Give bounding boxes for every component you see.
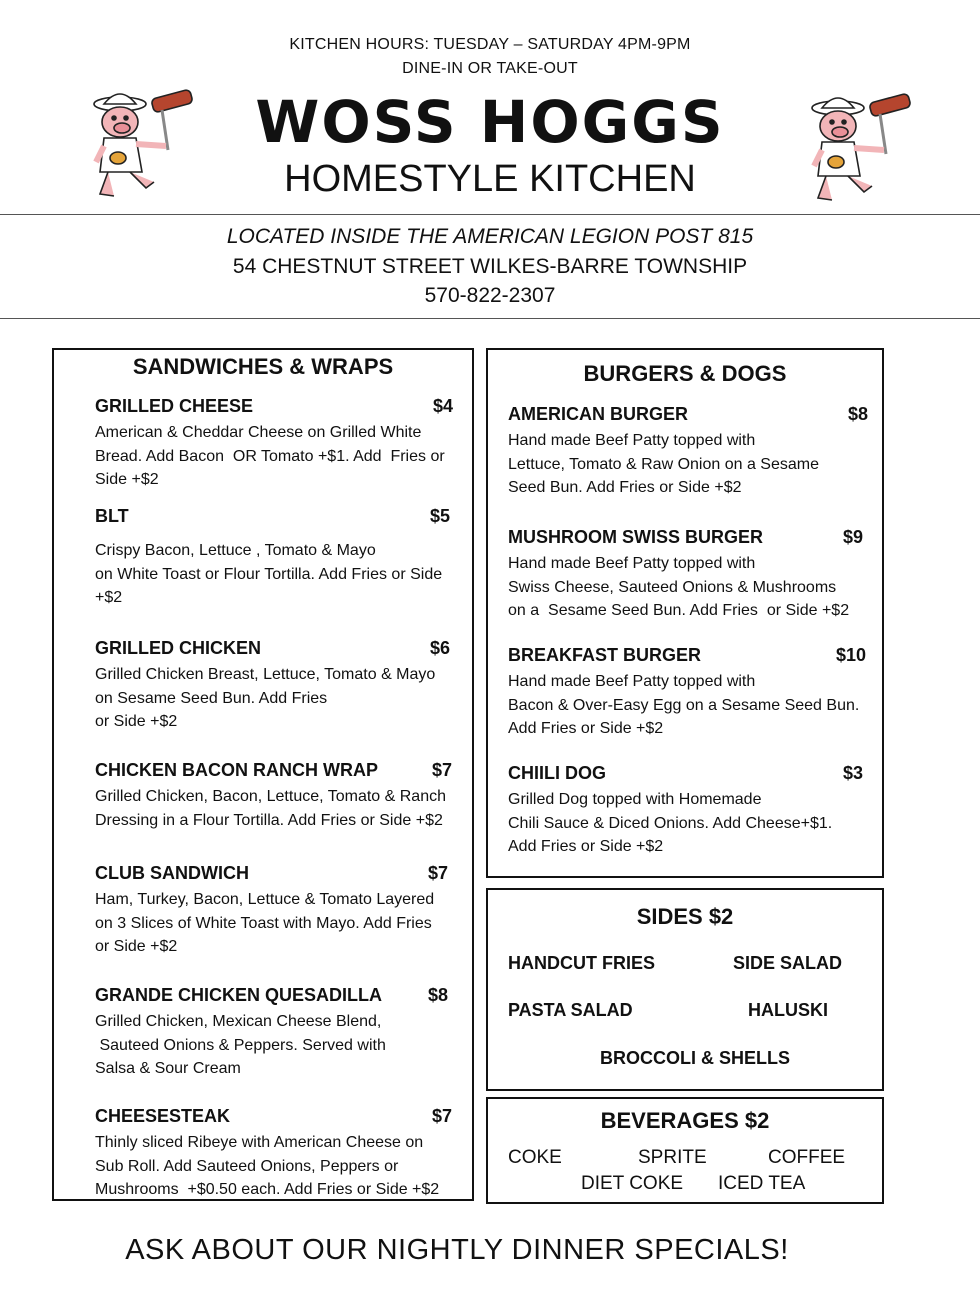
menu-item [95, 1106, 465, 1202]
description-line: Hand made Beef Patty topped with [508, 555, 756, 572]
pig-chef-mascot-icon [808, 92, 918, 212]
section-title: SANDWICHES & WRAPS [132, 354, 394, 379]
description-line: American & Cheddar Cheese on Grilled White [95, 424, 422, 441]
description-line: Bread. Add Bacon OR Tomato +$1. Add Fries or [95, 447, 445, 465]
menu-item [95, 638, 465, 734]
beverage-item: ICED TEA [718, 1173, 806, 1194]
menu-item [508, 645, 873, 741]
menu-item-name: BREAKFAST BURGER [508, 645, 702, 665]
description-line: or Side +$2 [95, 713, 178, 730]
menu-item-price: $8 [848, 404, 869, 424]
menu-item [95, 985, 465, 1081]
description-line: Grilled Chicken, Mexican Cheese Blend, [95, 1013, 382, 1030]
description-line: Add Fries or Side +$2 [508, 720, 664, 737]
menu-item-name: GRILLED CHEESE [95, 396, 254, 416]
description-line: Chili Sauce & Diced Onions. Add Cheese+$1. [508, 814, 833, 832]
menu-item-price: $7 [432, 1106, 453, 1126]
dinner-specials-footer: ASK ABOUT OUR NIGHTLY DINNER SPECIALS! [125, 1234, 789, 1266]
menu-item [95, 760, 465, 832]
description-line: on Sesame Seed Bun. Add Fries [95, 689, 328, 707]
menu-item-price: $8 [428, 985, 449, 1005]
menu-item-description [508, 670, 873, 741]
beverage-item: COFFEE [768, 1147, 846, 1168]
location-divider [0, 318, 980, 319]
menu-item-description [508, 788, 873, 859]
address-line: 54 CHESTNUT STREET WILKES-BARRE TOWNSHIP [232, 255, 748, 278]
description-line: Thinly sliced Ribeye with American Cheese on [95, 1134, 424, 1151]
description-line: Lettuce, Tomato & Raw Onion on a Sesame [508, 455, 819, 473]
menu-item-description [95, 888, 465, 959]
description-line: Swiss Cheese, Sauteed Onions & Mushrooms [508, 578, 837, 596]
menu-item-description [508, 552, 873, 623]
description-line: Mushrooms +$0.50 each. Add Fries or Side +$2 [95, 1181, 440, 1198]
description-line: Hand made Beef Patty topped with [508, 673, 756, 690]
menu-item [95, 396, 465, 492]
menu-item [508, 404, 873, 500]
menu-item-name: GRILLED CHICKEN [95, 638, 261, 658]
menu-item-description [95, 539, 465, 610]
description-line: or Side +$2 [95, 938, 178, 955]
side-item: HALUSKI [748, 1000, 828, 1020]
menu-item-name: CHEESESTEAK [95, 1106, 231, 1126]
menu-item-name: CLUB SANDWICH [95, 863, 249, 883]
menu-item-description [508, 429, 873, 500]
menu-item [508, 527, 873, 623]
menu-item-name: CHICKEN BACON RANCH WRAP [95, 760, 378, 780]
description-line: Dressing in a Flour Tortilla. Add Fries or Side +$2 [95, 811, 443, 829]
menu-item [95, 863, 465, 959]
phone-line: 570-822-2307 [424, 284, 556, 307]
menu-item-name: CHIILI DOG [508, 763, 606, 783]
description-line: on White Toast or Flour Tortilla. Add Fries or Side [95, 565, 443, 583]
menu-item [508, 763, 873, 859]
menu-item-description [95, 663, 465, 734]
brand-subtitle: HOMESTYLE KITCHEN [284, 158, 696, 200]
description-line: on 3 Slices of White Toast with Mayo. Add Fries [95, 914, 432, 932]
menu-item-name: MUSHROOM SWISS BURGER [508, 527, 764, 547]
description-line: Sauteed Onions & Peppers. Served with [95, 1036, 386, 1054]
description-line: Salsa & Sour Cream [95, 1060, 241, 1077]
menu-item-name: BLT [95, 506, 129, 526]
menu-item-price: $7 [428, 863, 449, 883]
side-item: SIDE SALAD [733, 953, 843, 973]
menu-item-price: $6 [430, 638, 451, 658]
description-line: Grilled Chicken, Bacon, Lettuce, Tomato & Ranch [95, 788, 446, 805]
menu-item [95, 506, 465, 610]
side-item: PASTA SALAD [508, 1000, 633, 1020]
description-line: Grilled Dog topped with Homemade [508, 791, 762, 808]
description-line: on a Sesame Seed Bun. Add Fries or Side +$2 [508, 602, 850, 619]
menu-item-price: $10 [836, 645, 867, 665]
brand-name: WOSS HOGGS [255, 88, 725, 156]
side-item: BROCCOLI & SHELLS [600, 1048, 791, 1068]
description-line: Crispy Bacon, Lettuce , Tomato & Mayo [95, 542, 376, 559]
description-line: Seed Bun. Add Fries or Side +$2 [508, 479, 742, 496]
menu-item-price: $4 [433, 396, 454, 416]
menu-item-price: $5 [430, 506, 451, 526]
menu-item-price: $9 [843, 527, 864, 547]
location-line: LOCATED INSIDE THE AMERICAN LEGION POST 815 [226, 225, 754, 248]
kitchen-hours: KITCHEN HOURS: TUESDAY – SATURDAY 4PM-9PM [289, 36, 691, 53]
menu-item-description [95, 1010, 465, 1081]
pig-chef-mascot-icon [90, 88, 200, 208]
side-item: HANDCUT FRIES [508, 953, 655, 973]
section-title: BEVERAGES $2 [600, 1108, 770, 1133]
description-line: Grilled Chicken Breast, Lettuce, Tomato & Mayo [95, 666, 436, 683]
menu-item-description [95, 785, 465, 832]
menu-item-price: $7 [432, 760, 453, 780]
description-line: +$2 [95, 589, 123, 606]
service-type: DINE-IN OR TAKE-OUT [402, 60, 578, 77]
beverage-item: DIET COKE [581, 1173, 684, 1194]
header-divider [0, 214, 980, 215]
section-title: SIDES $2 [636, 904, 734, 929]
menu-item-description [95, 1131, 465, 1202]
section-title: BURGERS & DOGS [583, 361, 787, 386]
menu-item-name: AMERICAN BURGER [508, 404, 688, 424]
menu-item-price: $3 [843, 763, 864, 783]
description-line: Sub Roll. Add Sauteed Onions, Peppers or [95, 1157, 399, 1175]
beverage-item: COKE [508, 1147, 562, 1168]
description-line: Bacon & Over-Easy Egg on a Sesame Seed Bun. [508, 696, 860, 714]
description-line: Add Fries or Side +$2 [508, 838, 664, 855]
description-line: Side +$2 [95, 471, 159, 488]
menu-item-name: GRANDE CHICKEN QUESADILLA [95, 985, 383, 1005]
description-line: Hand made Beef Patty topped with [508, 432, 756, 449]
beverage-item: SPRITE [638, 1147, 707, 1168]
menu-item-description [95, 421, 465, 492]
description-line: Ham, Turkey, Bacon, Lettuce & Tomato Layered [95, 891, 435, 908]
